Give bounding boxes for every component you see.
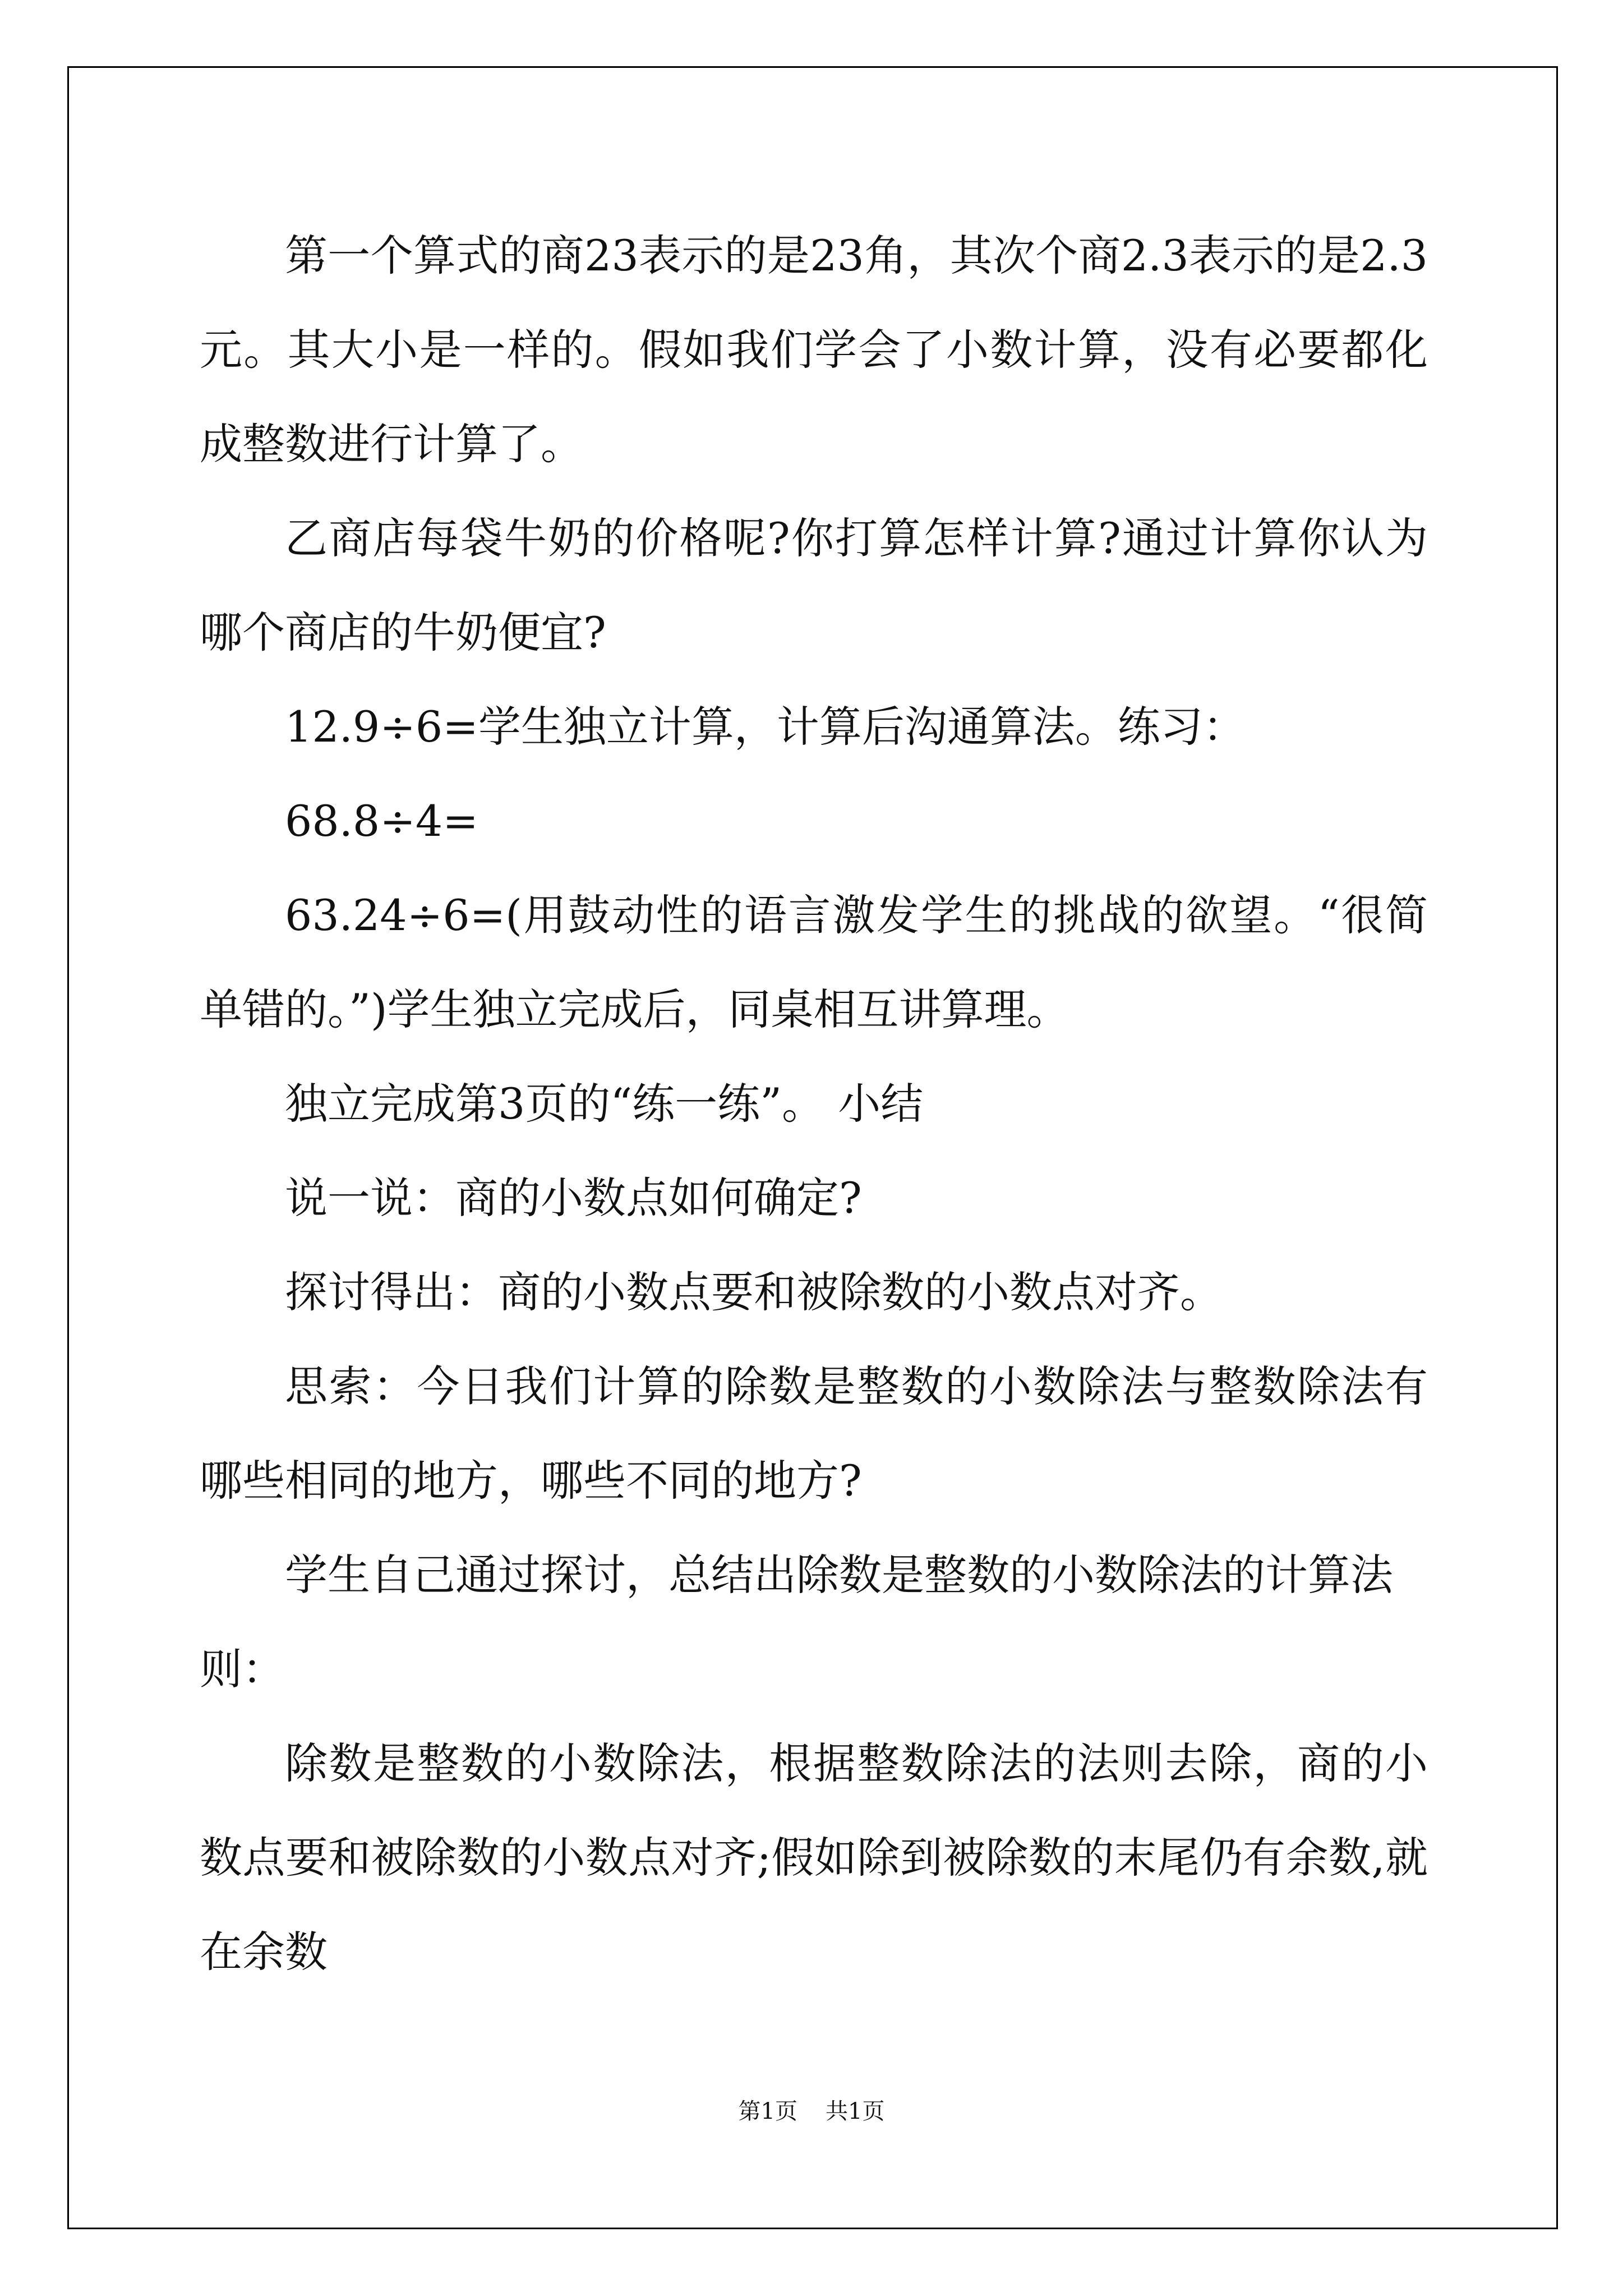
paragraph: 说一说：商的小数点如何确定? — [285, 1173, 862, 1223]
document-body — [200, 209, 1428, 1999]
paragraph: 探讨得出：商的小数点要和被除数的小数点对齐。 — [285, 1267, 1223, 1317]
paragraph: 68.8÷4= — [285, 796, 478, 846]
paragraph: 乙商店每袋牛奶的价格呢?你打算怎样计算?通过计算你认为哪个商店的牛奶便宜? — [200, 513, 1428, 657]
page-total: 共1页 — [826, 2099, 885, 2124]
paragraph: 除数是整数的小数除法，根据整数除法的法则去除，商的小数点要和被除数的小数点对齐;假如除到被除数的末尾仍有余数,就在余数 — [200, 1738, 1428, 1977]
paragraph: 12.9÷6=学生独立计算，计算后沟通算法。练习： — [285, 702, 1246, 752]
page-number: 第1页 — [738, 2099, 797, 2124]
paragraph: 第一个算式的商23表示的是23角，其次个商2.3表示的是2.3元。其大小是一样的。假如我们学会了小数计算，没有必要都化成整数进行计算了。 — [200, 231, 1428, 469]
paragraph: 思索：今日我们计算的除数是整数的小数除法与整数除法有哪些相同的地方，哪些不同的地方? — [200, 1361, 1428, 1506]
page-footer — [0, 2093, 1623, 2125]
paragraph: 63.24÷6=(用鼓动性的语言激发学生的挑战的欲望。“很简单错的。”)学生独立完成后，同桌相互讲算理。 — [200, 890, 1428, 1034]
paragraph: 学生自己通过探讨，总结出除数是整数的小数除法的计算法则： — [200, 1550, 1393, 1694]
paragraph: 独立完成第3页的“练一练”。 小结 — [285, 1079, 924, 1129]
